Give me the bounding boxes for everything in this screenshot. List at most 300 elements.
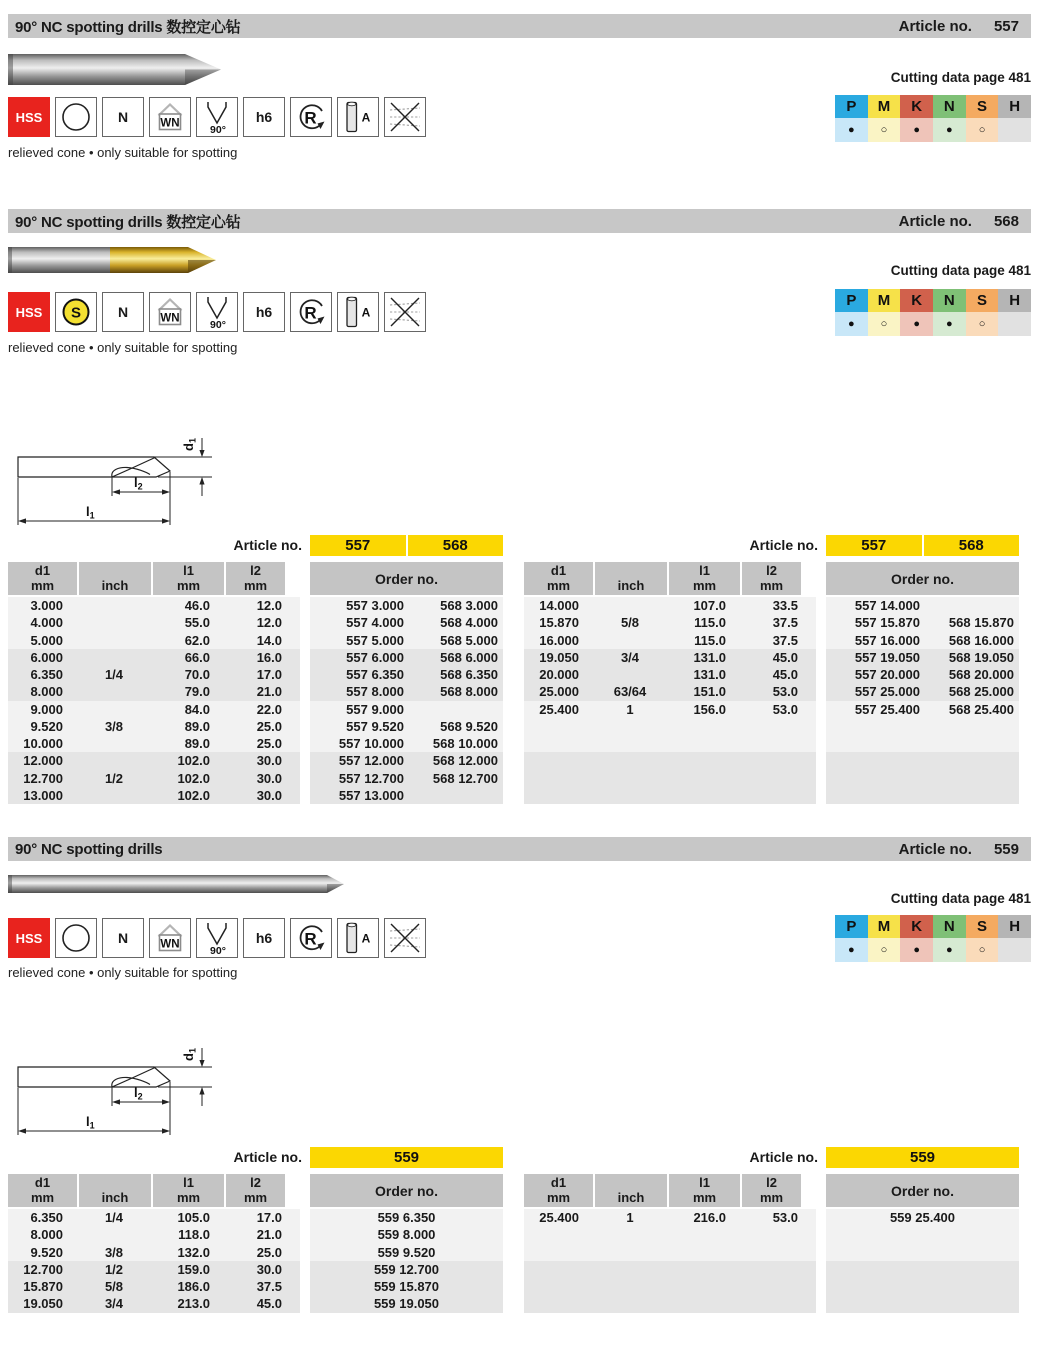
iso-header-M: M <box>868 289 901 312</box>
cutting-data-reference: Cutting data page 481 <box>890 891 1031 906</box>
cell-l1 <box>667 735 740 752</box>
bright-finish-icon <box>55 918 97 958</box>
article-no-label: Article no. <box>749 1149 818 1165</box>
svg-text:90°: 90° <box>210 319 226 331</box>
cell-inch: 1 <box>626 701 634 717</box>
iso-suitability-dot-S: ○ <box>966 118 999 142</box>
note-text: relieved cone • only suitable for spotting <box>8 965 238 980</box>
svg-text:A: A <box>361 110 371 125</box>
cell-order-no: 559 25.400 <box>889 1210 956 1225</box>
dim-label-l1: l1 <box>86 1114 95 1131</box>
cell-l2: 30.0 <box>256 1261 282 1277</box>
table-row <box>8 666 503 683</box>
n-icon <box>102 292 144 332</box>
iso-suitability-dot-K: ● <box>900 118 933 142</box>
cell-l1: 66.0 <box>184 649 210 665</box>
article-number-boxes <box>310 1147 503 1168</box>
cell-inch <box>77 683 151 700</box>
table-row <box>8 1226 503 1243</box>
cell-order-no-1: 557 9.520 <box>346 718 404 734</box>
table-row <box>524 614 1019 631</box>
svg-text:S: S <box>70 304 82 322</box>
cell-l2: 30.0 <box>256 770 282 786</box>
iso-material-table <box>835 95 1031 142</box>
iso-header-S: S <box>966 95 999 118</box>
cell-l2: 16.0 <box>256 649 282 665</box>
article-number-559: 559 <box>310 1147 503 1168</box>
cell-inch: 1/4 <box>104 1210 124 1225</box>
cell-l2: 12.0 <box>256 615 282 631</box>
cell-d1: 12.000 <box>23 753 63 769</box>
cell-order-no-2 <box>922 597 1019 614</box>
cell-order-no-2 <box>922 718 1019 735</box>
hss-material-icon: HSS <box>8 97 50 137</box>
iso-column-H <box>998 95 1031 142</box>
iso-header-K: K <box>900 95 933 118</box>
table-row <box>524 752 1019 769</box>
table-row <box>524 1226 1019 1243</box>
cutting-data-reference: Cutting data page 481 <box>890 263 1031 278</box>
cell-inch <box>77 735 151 752</box>
dim-label-l1: l1 <box>86 504 95 521</box>
iso-suitability-dot-P: ● <box>835 312 868 336</box>
iso-header-N: N <box>933 915 966 938</box>
table-row <box>524 597 1019 614</box>
table-row <box>524 666 1019 683</box>
cell-order-no-1: 557 16.000 <box>854 632 920 648</box>
cell-l1 <box>667 787 740 804</box>
cell-l1: 186.0 <box>177 1279 210 1294</box>
article-no-label: Article no. <box>749 537 818 553</box>
article-no-value: 568 <box>993 212 1019 230</box>
cell-d1: 19.050 <box>23 1296 63 1312</box>
cell-order-no-1: 557 10.000 <box>338 736 404 751</box>
iso-material-table <box>835 915 1031 962</box>
order-no-header: Order no. <box>310 562 503 595</box>
cell-order-no-1 <box>826 787 922 804</box>
cell-l2 <box>740 735 801 752</box>
cell-order-no-2: 568 6.350 <box>440 667 498 682</box>
iso-header-H: H <box>998 915 1031 938</box>
column-header: l1 mm <box>669 1174 740 1207</box>
cell-inch <box>77 649 151 666</box>
cell-inch <box>593 1295 667 1312</box>
cell-l1 <box>667 1295 740 1312</box>
article-number-568: 568 <box>924 535 1020 556</box>
cell-d1: 10.000 <box>23 736 63 751</box>
table-header-row <box>8 1174 503 1207</box>
table-row <box>8 597 503 614</box>
article-number-557: 557 <box>826 535 922 556</box>
column-header: l2 mm <box>742 562 801 595</box>
dim-label-l2: l2 <box>134 475 143 492</box>
cell-l2 <box>740 787 801 804</box>
table-row <box>8 649 503 666</box>
cell-inch <box>593 1226 667 1243</box>
cell-l2: 45.0 <box>772 649 798 665</box>
article-row <box>524 1147 1019 1168</box>
cell-order-no-2 <box>406 701 503 718</box>
table-row <box>8 787 503 804</box>
cylindrical-shank-a-icon <box>337 292 379 332</box>
article-no-label: Article no. <box>233 537 302 553</box>
dim-label-d1: d1 <box>181 438 198 451</box>
cell-l1: 102.0 <box>177 787 210 803</box>
iso-column-M <box>868 289 901 336</box>
iso-column-S <box>966 95 999 142</box>
cell-l1 <box>667 1278 740 1295</box>
cell-inch: 5/8 <box>104 1279 124 1294</box>
section-header-559 <box>8 837 1031 861</box>
article-number-boxes <box>826 1147 1019 1168</box>
cell-order-no: 559 19.050 <box>373 1296 440 1312</box>
cell-order-no-1: 557 4.000 <box>346 615 404 631</box>
article-number-boxes <box>310 535 503 556</box>
cell-inch: 1/2 <box>104 1261 124 1277</box>
column-header: inch <box>79 562 151 595</box>
table-row <box>524 718 1019 735</box>
iso-header-P: P <box>835 289 868 312</box>
column-header: d1 mm <box>524 1174 593 1207</box>
size-table-559-left <box>8 1147 503 1313</box>
cell-l1: 118.0 <box>178 1227 210 1243</box>
cell-d1: 19.050 <box>539 649 579 665</box>
cell-l2: 53.0 <box>772 701 798 717</box>
table-row <box>8 632 503 649</box>
cell-order-no: 559 9.520 <box>377 1244 436 1260</box>
cell-inch <box>77 614 151 631</box>
cell-l1: 84.0 <box>184 701 210 717</box>
iso-suitability-dot-N: ● <box>933 938 966 962</box>
cell-l2 <box>740 718 801 735</box>
size-table-559-right <box>524 1147 1019 1313</box>
iso-column-S <box>966 289 999 336</box>
cell-order-no-2: 568 16.000 <box>948 632 1014 648</box>
order-no-header: Order no. <box>826 562 1019 595</box>
article-number-568: 568 <box>408 535 504 556</box>
cell-d1 <box>524 1261 593 1278</box>
cell-l2: 37.5 <box>256 1279 282 1294</box>
iso-header-S: S <box>966 915 999 938</box>
point-angle-90-icon <box>196 97 238 137</box>
table-row <box>8 701 503 718</box>
iso-header-K: K <box>900 289 933 312</box>
right-hand-rotation-icon <box>290 97 332 137</box>
cell-l1: 89.0 <box>184 718 210 734</box>
cell-d1: 9.520 <box>30 718 63 734</box>
cell-order-no-2: 568 6.000 <box>440 649 498 665</box>
wn-point-geometry-icon <box>149 97 191 137</box>
cell-d1: 6.000 <box>30 649 63 665</box>
property-icons-row <box>8 918 426 958</box>
article-row <box>524 535 1019 556</box>
cell-l2: 30.0 <box>256 787 282 803</box>
no-coolant-icon <box>384 97 426 137</box>
note-text: relieved cone • only suitable for spotting <box>8 145 238 160</box>
column-header: inch <box>79 1174 151 1207</box>
cell-order-no-2: 568 10.000 <box>432 736 498 751</box>
cylindrical-shank-a-icon <box>337 918 379 958</box>
cell-d1: 6.350 <box>30 1210 63 1225</box>
cell-d1: 4.000 <box>30 615 63 631</box>
table-row <box>524 1244 1019 1261</box>
cell-d1: 6.350 <box>30 667 63 682</box>
article-number-boxes <box>826 535 1019 556</box>
svg-text:R: R <box>304 929 317 949</box>
article-no-value: 559 <box>993 840 1019 858</box>
cell-d1: 9.520 <box>30 1244 63 1260</box>
iso-column-N <box>933 915 966 962</box>
cell-l2: 37.5 <box>772 615 798 631</box>
dimension-diagram <box>8 424 222 541</box>
iso-material-table <box>835 289 1031 336</box>
size-table-557-568-left <box>8 535 503 804</box>
section-title: 90° NC spotting drills 数控定心钻 <box>15 213 241 231</box>
cell-d1: 25.000 <box>539 684 579 700</box>
cell-order-no-1 <box>826 718 922 735</box>
iso-suitability-dot-K: ● <box>900 938 933 962</box>
cell-l2: 25.0 <box>256 718 282 734</box>
table-row <box>524 1295 1019 1312</box>
svg-text:WN: WN <box>160 312 180 325</box>
table-row <box>8 735 503 752</box>
cell-d1: 12.700 <box>23 770 63 786</box>
cell-order-no-1: 557 25.000 <box>854 684 920 700</box>
cell-d1: 15.870 <box>23 1279 63 1294</box>
table-row <box>8 614 503 631</box>
article-no-label: Article no. <box>898 17 972 35</box>
cell-inch: 3/4 <box>104 1296 124 1312</box>
cell-l2: 53.0 <box>772 1210 798 1225</box>
cell-d1: 14.000 <box>539 598 579 613</box>
cell-inch <box>593 718 667 735</box>
dim-label-d1: d1 <box>181 1048 198 1061</box>
iso-suitability-dot-S: ○ <box>966 938 999 962</box>
svg-text:R: R <box>304 108 317 128</box>
icon-letter: h6 <box>255 930 273 946</box>
right-hand-rotation-icon <box>290 292 332 332</box>
iso-column-N <box>933 289 966 336</box>
table-row <box>524 1261 1019 1278</box>
cell-order-no-2: 568 25.400 <box>948 701 1014 717</box>
cell-d1 <box>524 752 593 769</box>
iso-suitability-dot-M: ○ <box>868 312 901 336</box>
wn-point-geometry-icon <box>149 292 191 332</box>
cell-l1 <box>667 752 740 769</box>
table-header-row <box>8 562 503 595</box>
cell-l1 <box>667 718 740 735</box>
iso-header-H: H <box>998 289 1031 312</box>
cell-d1: 13.000 <box>23 787 63 803</box>
cell-inch <box>593 787 667 804</box>
iso-suitability-dot-P: ● <box>835 938 868 962</box>
cell-l1: 216.0 <box>693 1210 726 1225</box>
cell-order-no-1: 557 3.000 <box>346 598 404 613</box>
cell-inch <box>77 597 151 614</box>
cell-l1: 102.0 <box>177 770 210 786</box>
table-row <box>8 1244 503 1261</box>
svg-text:WN: WN <box>160 117 180 130</box>
table-row <box>524 787 1019 804</box>
wn-point-geometry-icon <box>149 918 191 958</box>
cell-order-no-1: 557 9.000 <box>346 701 404 717</box>
iso-suitability-dot-K: ● <box>900 312 933 336</box>
table-row <box>8 1261 503 1278</box>
cell-order-no-1: 557 13.000 <box>338 787 404 803</box>
cell-l1: 102.0 <box>177 753 210 769</box>
cell-l2 <box>740 1244 801 1261</box>
svg-text:WN: WN <box>160 938 180 951</box>
cell-order-no: 559 6.350 <box>377 1210 436 1225</box>
cell-inch <box>593 1261 667 1278</box>
cell-order-no-2: 568 15.870 <box>948 615 1014 631</box>
n-icon <box>102 97 144 137</box>
iso-suitability-dot-M: ○ <box>868 938 901 962</box>
cell-inch <box>593 770 667 787</box>
section-header-557 <box>8 14 1031 38</box>
cutting-data-reference: Cutting data page 481 <box>890 70 1031 85</box>
iso-column-N <box>933 95 966 142</box>
cell-l1: 156.0 <box>693 701 726 717</box>
cell-order-no-1 <box>826 735 922 752</box>
cell-order-no-2 <box>922 752 1019 769</box>
cell-l2: 37.5 <box>772 632 798 648</box>
cell-l2 <box>740 1278 801 1295</box>
cell-l1: 62.0 <box>184 632 210 648</box>
iso-column-S <box>966 915 999 962</box>
column-header: l2 mm <box>226 1174 285 1207</box>
cell-l2: 45.0 <box>256 1296 282 1312</box>
article-row <box>8 535 503 556</box>
cell-d1: 12.700 <box>23 1261 63 1277</box>
cell-inch <box>593 1278 667 1295</box>
cell-d1: 15.870 <box>539 615 579 631</box>
dimension-diagram <box>8 1034 222 1151</box>
cell-d1 <box>524 1226 593 1243</box>
iso-header-P: P <box>835 95 868 118</box>
table-row <box>524 1209 1019 1226</box>
order-no-header: Order no. <box>310 1174 503 1207</box>
no-coolant-icon <box>384 918 426 958</box>
cell-d1 <box>524 1295 593 1312</box>
cell-l2: 25.0 <box>256 736 282 751</box>
article-no-label: Article no. <box>898 212 972 230</box>
cylindrical-shank-a-icon <box>337 97 379 137</box>
cell-l1: 105.0 <box>177 1210 210 1225</box>
cell-order-no <box>826 1295 1019 1312</box>
cell-inch: 1 <box>626 1210 634 1225</box>
cell-order-no-2: 568 12.700 <box>432 770 498 786</box>
cell-order-no-2: 568 5.000 <box>440 632 498 648</box>
section-title: 90° NC spotting drills <box>15 840 163 858</box>
cell-inch <box>77 752 151 769</box>
column-header: l1 mm <box>669 562 740 595</box>
svg-text:90°: 90° <box>210 945 226 957</box>
cell-l2: 17.0 <box>256 1210 282 1225</box>
cell-d1: 25.400 <box>539 1210 579 1225</box>
cell-order-no-1: 557 6.000 <box>346 649 404 665</box>
iso-suitability-dot-S: ○ <box>966 312 999 336</box>
cell-l1: 213.0 <box>177 1296 210 1312</box>
cell-l1: 132.0 <box>177 1244 210 1260</box>
table-row <box>524 1278 1019 1295</box>
cell-inch <box>593 735 667 752</box>
iso-column-K <box>900 95 933 142</box>
table-row <box>8 718 503 735</box>
cell-order-no-2: 568 12.000 <box>432 753 498 769</box>
iso-header-N: N <box>933 95 966 118</box>
cell-l1 <box>667 1261 740 1278</box>
cell-l2 <box>740 1295 801 1312</box>
iso-suitability-dot-M: ○ <box>868 118 901 142</box>
cell-l1: 70.0 <box>184 667 210 682</box>
table-row <box>524 649 1019 666</box>
iso-suitability-dot-H <box>998 118 1031 142</box>
cell-l2: 14.0 <box>256 632 282 648</box>
cell-inch <box>593 752 667 769</box>
table-row <box>524 632 1019 649</box>
iso-suitability-dot-N: ● <box>933 312 966 336</box>
iso-suitability-dot-P: ● <box>835 118 868 142</box>
cell-order-no-1: 557 14.000 <box>854 598 920 613</box>
cell-d1 <box>524 787 593 804</box>
cell-order-no-1: 557 20.000 <box>854 667 920 682</box>
iso-suitability-dot-H <box>998 938 1031 962</box>
cell-l1: 107.0 <box>693 598 726 613</box>
cell-order-no-2: 568 9.520 <box>440 718 498 734</box>
cell-order-no: 559 8.000 <box>377 1227 436 1243</box>
iso-column-P <box>835 289 868 336</box>
hss-material-icon: HSS <box>8 292 50 332</box>
cell-d1 <box>524 770 593 787</box>
table-row <box>524 735 1019 752</box>
cell-l2: 30.0 <box>256 753 282 769</box>
column-header: inch <box>595 1174 667 1207</box>
cell-d1: 20.000 <box>539 667 579 682</box>
right-hand-rotation-icon <box>290 918 332 958</box>
cell-inch: 3/8 <box>104 718 124 734</box>
dim-label-l2: l2 <box>134 1085 143 1102</box>
cell-order-no-2 <box>922 735 1019 752</box>
cell-l2: 53.0 <box>772 684 798 700</box>
cell-order-no-1: 557 25.400 <box>854 701 920 717</box>
order-no-header: Order no. <box>826 1174 1019 1207</box>
cell-inch <box>77 1226 151 1243</box>
iso-column-K <box>900 289 933 336</box>
cell-inch: 63/64 <box>613 684 647 700</box>
table-row <box>524 770 1019 787</box>
drill-photo-557 <box>8 53 221 91</box>
cell-l1 <box>667 1244 740 1261</box>
column-header: d1 mm <box>524 562 593 595</box>
point-angle-90-icon <box>196 292 238 332</box>
article-no-label: Article no. <box>898 840 972 858</box>
svg-text:A: A <box>361 305 371 320</box>
iso-header-M: M <box>868 915 901 938</box>
cell-order-no-2: 568 8.000 <box>440 684 498 700</box>
cell-l1: 131.0 <box>693 667 726 682</box>
cell-l1 <box>667 1226 740 1243</box>
cell-order-no-2: 568 3.000 <box>440 598 498 613</box>
iso-column-P <box>835 915 868 962</box>
cell-order-no-2: 568 4.000 <box>440 615 498 631</box>
table-row <box>8 1295 503 1312</box>
column-header: d1 mm <box>8 1174 77 1207</box>
hss-material-icon: HSS <box>8 918 50 958</box>
iso-suitability-dot-N: ● <box>933 118 966 142</box>
cell-l2 <box>740 752 801 769</box>
icon-letter: h6 <box>255 109 273 125</box>
